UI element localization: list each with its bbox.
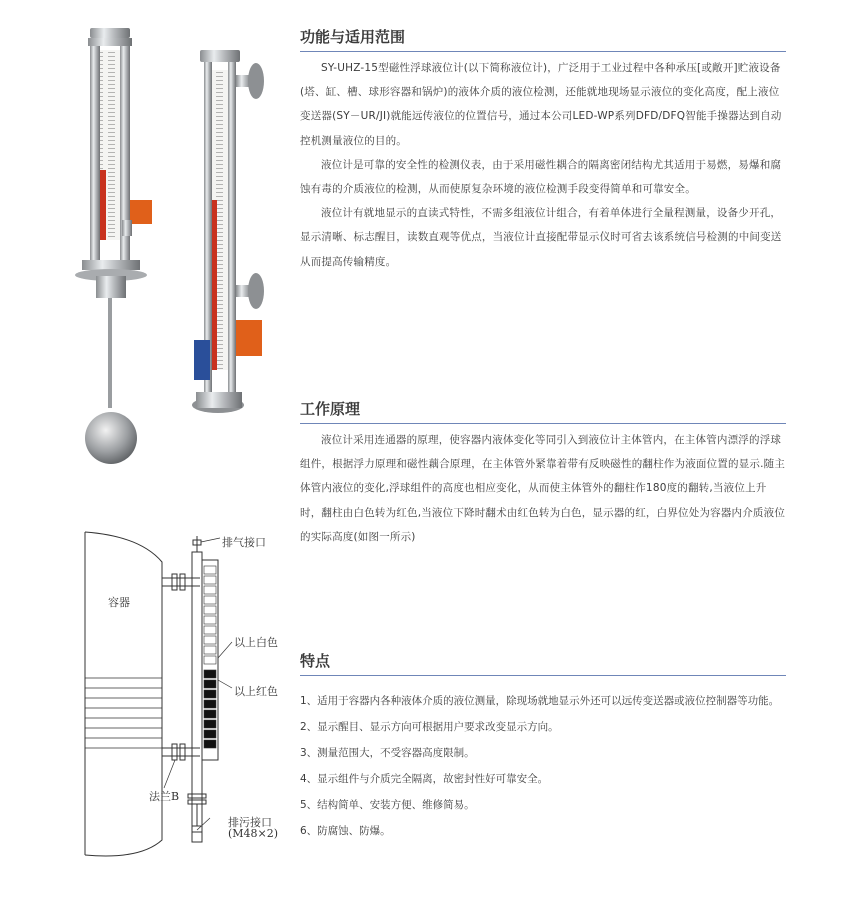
switch-housing bbox=[130, 200, 152, 224]
paragraph: SY-UHZ-15型磁性浮球液位计(以下简称液位计)，广泛用于工业过程中各种承压[或敞开]贮液设备(塔、缸、槽、球形容器和锅炉)的液体介质的液位检测，还能就地现场显示液位的变化高度，配上液位变送器(SY－UR/JI)就能远传液位的位置信号，通过本公司LED-WP系列DFD/DFQ智能手操器达到自动控机测量液位的目的。 bbox=[300, 62, 782, 147]
right-gauge bbox=[192, 50, 264, 413]
label-white-above: 以上白色 bbox=[234, 636, 278, 649]
label-drain-spec: (M48×2) bbox=[228, 827, 279, 840]
list-item: 3、测量范围大，不受容器高度限制。 bbox=[300, 747, 475, 759]
indicator-cells bbox=[204, 566, 216, 748]
red-indicator bbox=[100, 170, 106, 240]
section-working-principle bbox=[300, 398, 786, 549]
paragraph: 液位计有就地显示的直读式特性，不需多组液位计组合，有着单体进行全量程测量，设备少开孔，显示清晰、标志醒目，读数直观等优点，当液位计直接配带显示仪时可省去该系统信号检测的中间变送从而提高传输精度。 bbox=[300, 207, 782, 268]
transmitter-box bbox=[194, 340, 210, 380]
vessel-outline bbox=[85, 532, 162, 856]
list-item: 4、显示组件与介质完全隔离，故密封性好可靠安全。 bbox=[300, 773, 549, 785]
paragraph: 液位计是可靠的安全性的检测仪表，由于采用磁性耦合的隔离密闭结构尤其适用于易燃，易爆和腐蚀有毒的介质液位的检测，从而使原复杂环境的液位检测手段变得简单和可靠安全。 bbox=[300, 158, 782, 196]
label-drain: 排污接口 bbox=[228, 816, 272, 829]
list-item: 2、显示醒目、显示方向可根据用户要求改变显示方向。 bbox=[300, 721, 559, 733]
label-red-above: 以上红色 bbox=[234, 685, 278, 698]
liquid-lines bbox=[85, 678, 162, 748]
list-item: 1、适用于容器内各种液体介质的液位测量，除现场就地显示外还可以远传变送器或液位控制器等功能。 bbox=[300, 695, 780, 707]
list-item: 5、结构简单、安装方便、维修简易。 bbox=[300, 799, 475, 811]
left-gauge bbox=[75, 28, 152, 464]
label-vent: 排气接口 bbox=[222, 536, 266, 549]
label-flange: 法兰B bbox=[149, 790, 180, 803]
section-title: 特点 bbox=[300, 650, 786, 676]
label-vessel: 容器 bbox=[108, 596, 130, 609]
list-item: 6、防腐蚀、防爆。 bbox=[300, 825, 391, 837]
float-ball bbox=[85, 412, 137, 464]
section-features bbox=[300, 650, 786, 844]
section-title: 工作原理 bbox=[300, 398, 786, 424]
product-photo bbox=[60, 20, 270, 480]
section-title: 功能与适用范围 bbox=[300, 26, 786, 52]
section-function-scope bbox=[300, 26, 786, 274]
paragraph: 液位计采用连通器的原理，使容器内液体变化等同引入到液位计主体管内，在主体管内漂浮的浮球组件，根据浮力原理和磁性藕合原理，在主体管外紧靠着带有反映磁性的翻柱作为液面位置的显示.随主体管内液位的变化,浮球组件的高度也相应变化，从而使主体管外的翻柱作180度的翻转,当液位上升时，翻柱由白色转为红色,当液位下降时翻术由红色转为白色，显示器的红，白界位处为容器内介质液位的实际高度(如图一所示) bbox=[300, 434, 786, 543]
feature-list bbox=[300, 688, 786, 844]
